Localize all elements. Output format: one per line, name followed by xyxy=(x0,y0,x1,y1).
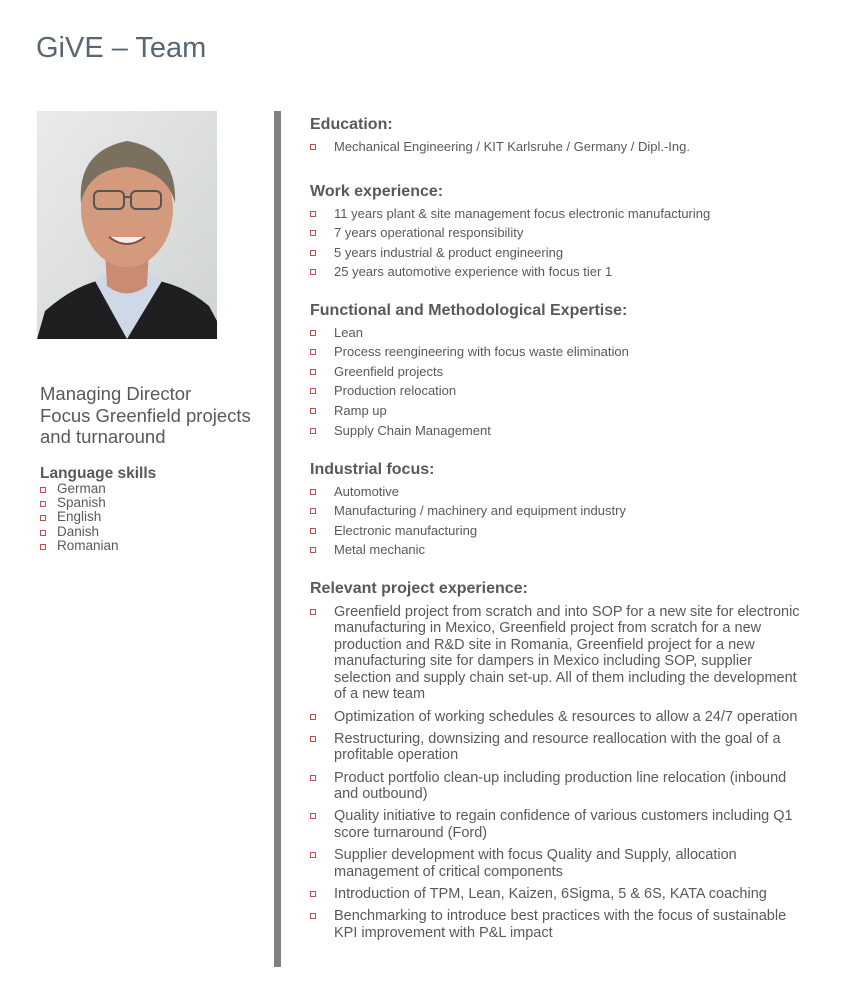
list-item: Introduction of TPM, Lean, Kaizen, 6Sigma, 5 & 6S, KATA coaching xyxy=(310,886,805,903)
square-bullet-icon xyxy=(310,714,316,720)
square-bullet-icon xyxy=(310,528,316,534)
square-bullet-icon xyxy=(310,813,316,819)
square-bullet-icon xyxy=(310,852,316,858)
list-item: Metal mechanic xyxy=(310,542,815,557)
square-bullet-icon xyxy=(310,349,316,355)
section-heading: Industrial focus: xyxy=(310,461,435,478)
language-item: English xyxy=(40,510,119,524)
list-item: Greenfield projects xyxy=(310,364,815,379)
square-bullet-icon xyxy=(310,211,316,217)
square-bullet-icon xyxy=(310,736,316,742)
page-title: GiVE – Team xyxy=(36,32,207,64)
square-bullet-icon xyxy=(310,330,316,336)
language-item: Danish xyxy=(40,525,119,539)
section-heading: Education: xyxy=(310,116,393,133)
work-experience-section xyxy=(310,183,815,279)
square-bullet-icon xyxy=(310,230,316,236)
list-item: Mechanical Engineering / KIT Karlsruhe / Germany / Dipl.-Ing. xyxy=(310,139,815,154)
list-item: Process reengineering with focus waste elimination xyxy=(310,344,815,359)
list-item: Lean xyxy=(310,325,815,340)
square-bullet-icon xyxy=(310,388,316,394)
language-list xyxy=(40,482,119,553)
square-bullet-icon xyxy=(310,489,316,495)
role-line: and turnaround xyxy=(40,426,166,447)
list-item: Automotive xyxy=(310,484,815,499)
list-item: 7 years operational responsibility xyxy=(310,225,815,240)
role-line: Focus Greenfield projects xyxy=(40,404,251,426)
square-bullet-icon xyxy=(40,544,46,550)
square-bullet-icon xyxy=(310,508,316,514)
list-item: Ramp up xyxy=(310,403,815,418)
list-item: Optimization of working schedules & resources to allow a 24/7 operation xyxy=(310,709,805,726)
language-item: Spanish xyxy=(40,496,119,510)
language-item: Romanian xyxy=(40,539,119,553)
language-item: German xyxy=(40,482,119,496)
list-item: Greenfield project from scratch and into SOP for a new site for electronic manufacturing in Mexico, Greenfield project from scratch for a new production and R&D site in Romania, Greenfield project for a new manufacturing site for dampers in Mexico including SOP, supplier selection and supply chain set-up. All of them including the development of a new team xyxy=(310,604,805,703)
square-bullet-icon xyxy=(310,891,316,897)
section-heading: Functional and Methodological Expertise: xyxy=(310,302,628,319)
list-item: 25 years automotive experience with focus tier 1 xyxy=(310,264,815,279)
role-line: Managing Director xyxy=(40,383,192,404)
square-bullet-icon xyxy=(310,269,316,275)
project-experience-section xyxy=(310,580,805,941)
list-item: Electronic manufacturing xyxy=(310,523,815,538)
education-section xyxy=(310,116,815,154)
square-bullet-icon xyxy=(310,408,316,414)
square-bullet-icon xyxy=(310,547,316,553)
list-item: 5 years industrial & product engineering xyxy=(310,245,815,260)
square-bullet-icon xyxy=(310,913,316,919)
list-item: Manufacturing / machinery and equipment industry xyxy=(310,503,815,518)
square-bullet-icon xyxy=(310,250,316,256)
industrial-focus-section xyxy=(310,461,815,557)
list-item: Restructuring, downsizing and resource reallocation with the goal of a profitable operation xyxy=(310,731,805,764)
square-bullet-icon xyxy=(310,609,316,615)
language-skills-heading: Language skills xyxy=(40,465,157,482)
square-bullet-icon xyxy=(40,487,46,493)
section-heading: Work experience: xyxy=(310,183,444,200)
square-bullet-icon xyxy=(40,530,46,536)
column-divider xyxy=(274,111,281,967)
list-item: Quality initiative to regain confidence of various customers including Q1 score turnaround (Ford) xyxy=(310,808,805,841)
profile-photo xyxy=(37,111,217,339)
square-bullet-icon xyxy=(310,369,316,375)
square-bullet-icon xyxy=(40,501,46,507)
list-item: Product portfolio clean-up including production line relocation (inbound and outbound) xyxy=(310,770,805,803)
list-item: Production relocation xyxy=(310,383,815,398)
list-item: Supplier development with focus Quality and Supply, allocation management of critical components xyxy=(310,847,805,880)
section-heading: Relevant project experience: xyxy=(310,580,528,597)
list-item: Supply Chain Management xyxy=(310,423,815,438)
square-bullet-icon xyxy=(310,428,316,434)
square-bullet-icon xyxy=(310,144,316,150)
list-item: 11 years plant & site management focus electronic manufacturing xyxy=(310,206,815,221)
square-bullet-icon xyxy=(310,775,316,781)
expertise-section xyxy=(310,302,815,438)
role-description xyxy=(40,383,251,448)
square-bullet-icon xyxy=(40,515,46,521)
list-item: Benchmarking to introduce best practices with the focus of sustainable KPI improvement with P&L impact xyxy=(310,908,805,941)
